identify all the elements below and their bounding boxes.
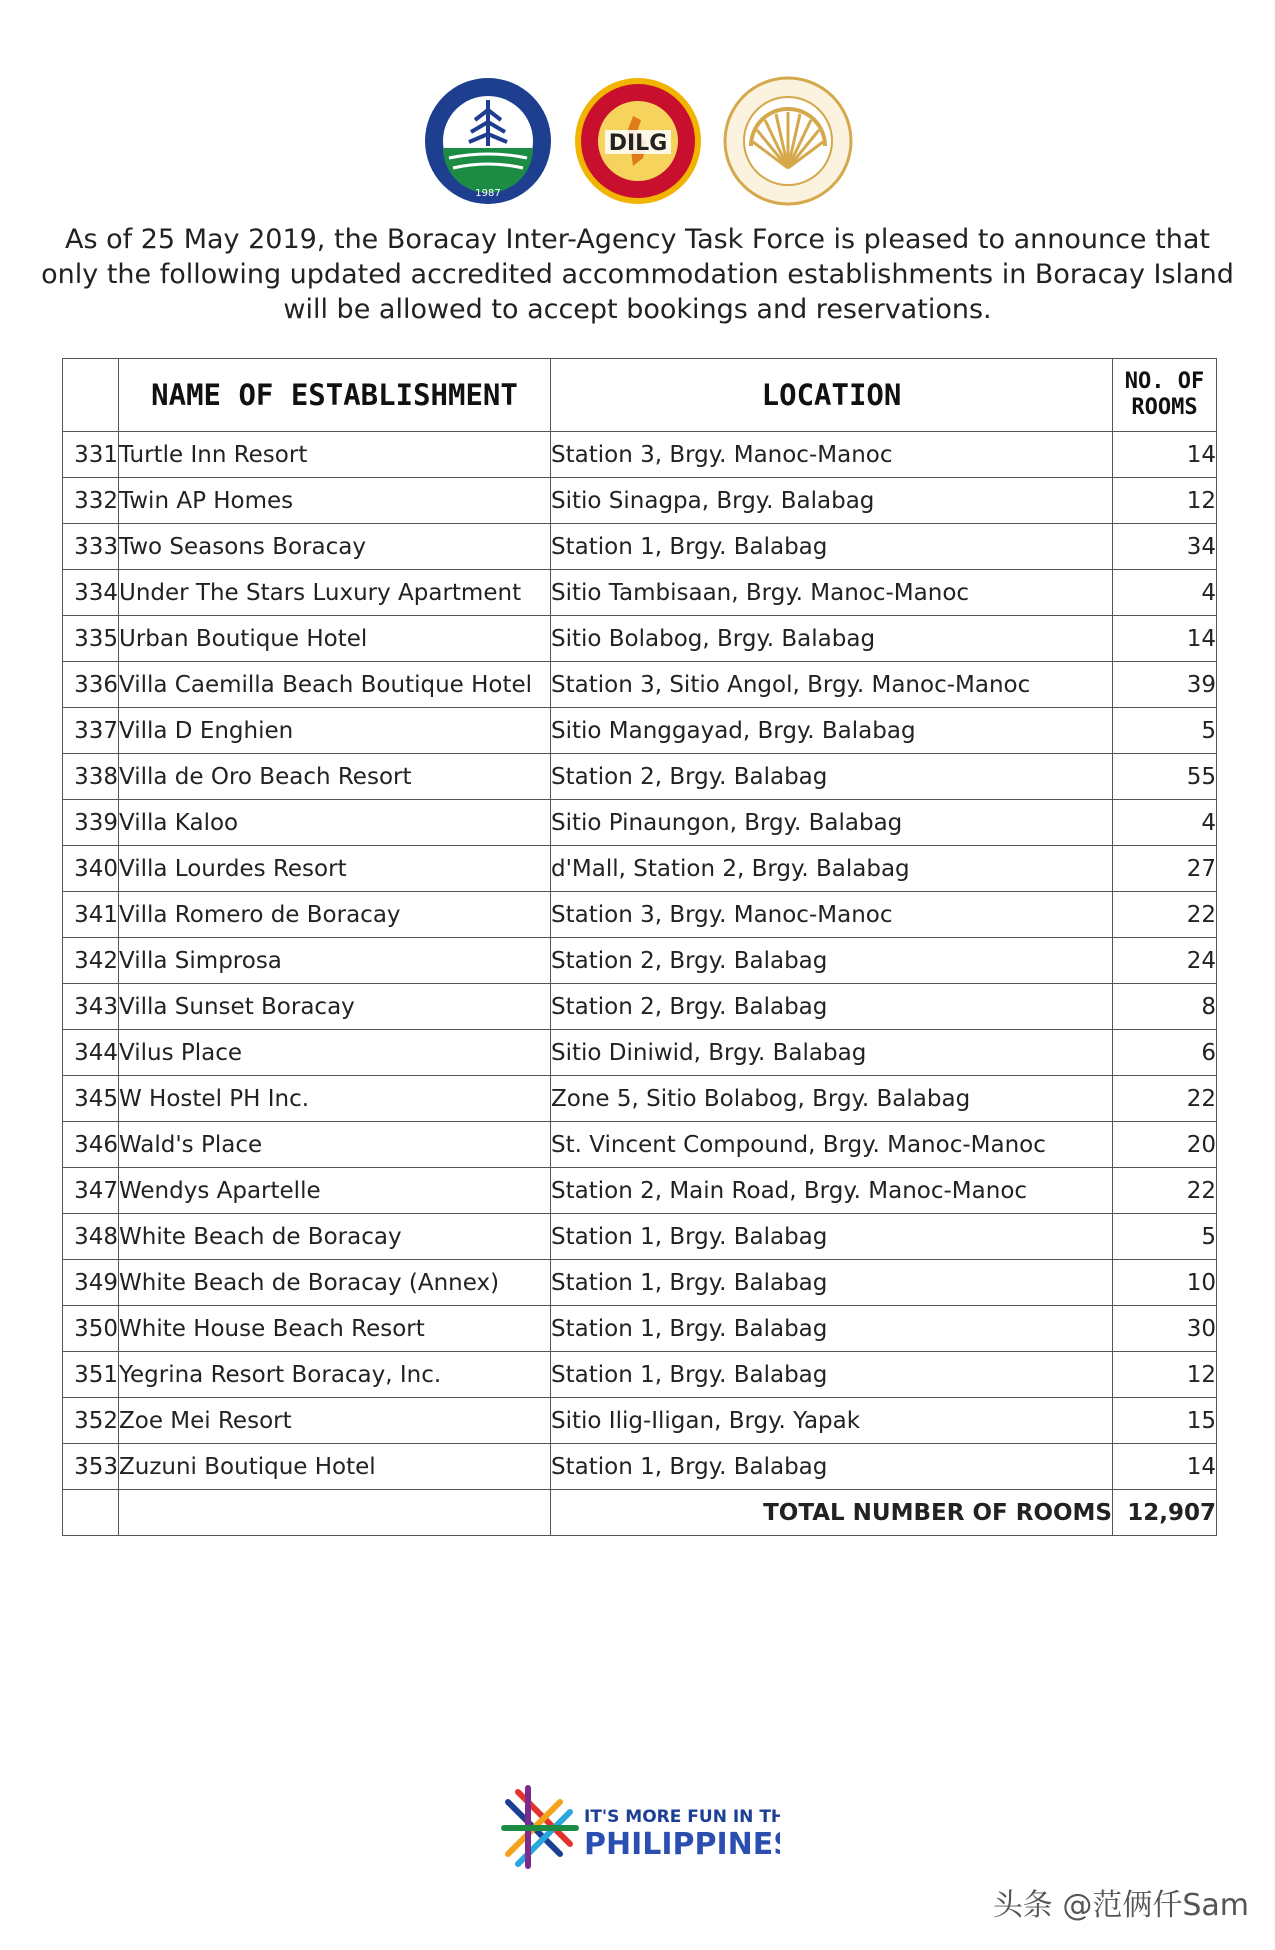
establishment-location: Zone 5, Sitio Bolabog, Brgy. Balabag [551,1076,1113,1122]
establishment-location: Sitio Bolabog, Brgy. Balabag [551,616,1113,662]
establishment-name: White House Beach Resort [119,1306,551,1352]
slogan-line2: PHILIPPINES [584,1827,780,1862]
room-count: 30 [1113,1306,1217,1352]
row-number: 338 [63,754,119,800]
establishment-location: Sitio Ilig-Iligan, Brgy. Yapak [551,1398,1113,1444]
room-count: 22 [1113,1168,1217,1214]
room-count: 34 [1113,524,1217,570]
header-rooms [1113,359,1217,432]
row-number: 347 [63,1168,119,1214]
announcement-text: As of 25 May 2019, the Boracay Inter-Agency Task Force is pleased to announce that only the following updated accredited accommodation establishments in Boracay Island will be allowed to accept bookings and reservations. [41,224,1234,325]
row-number: 341 [63,892,119,938]
establishment-location: Sitio Diniwid, Brgy. Balabag [551,1030,1113,1076]
establishment-name: Turtle Inn Resort [119,432,551,478]
establishment-location: Station 2, Brgy. Balabag [551,938,1113,984]
room-count: 14 [1113,616,1217,662]
room-count: 4 [1113,570,1217,616]
table-row [63,1260,1217,1306]
row-number: 348 [63,1214,119,1260]
establishment-location: Station 1, Brgy. Balabag [551,1214,1113,1260]
room-count: 27 [1113,846,1217,892]
establishment-location: Sitio Tambisaan, Brgy. Manoc-Manoc [551,570,1113,616]
watermark: 头条 @范俩仟Sam [992,1888,1249,1923]
header-name: NAME OF ESTABLISHMENT [119,359,551,432]
table-row [63,1122,1217,1168]
table-row [63,524,1217,570]
establishment-name: Villa Caemilla Beach Boutique Hotel [119,662,551,708]
establishment-name: White Beach de Boracay (Annex) [119,1260,551,1306]
establishment-name: Under The Stars Luxury Apartment [119,570,551,616]
row-number: 336 [63,662,119,708]
header-location: LOCATION [551,359,1113,432]
row-number: 333 [63,524,119,570]
room-count: 22 [1113,892,1217,938]
room-count: 5 [1113,708,1217,754]
table-header-row [63,359,1217,432]
dilg-logo [573,76,703,206]
establishment-location: Station 3, Brgy. Manoc-Manoc [551,892,1113,938]
room-count: 39 [1113,662,1217,708]
total-value: 12,907 [1113,1490,1217,1536]
establishment-name: Villa Kaloo [119,800,551,846]
table-row [63,1168,1217,1214]
table-row [63,984,1217,1030]
table-row [63,754,1217,800]
header-rooms-line1: NO. OF [1124,369,1205,394]
table-row [63,892,1217,938]
denr-year: 1987 [474,188,501,199]
room-count: 4 [1113,800,1217,846]
row-number: 345 [63,1076,119,1122]
room-count: 14 [1113,432,1217,478]
table-row [63,662,1217,708]
room-count: 22 [1113,1076,1217,1122]
establishment-location: Sitio Pinaungon, Brgy. Balabag [551,800,1113,846]
establishment-location: Station 3, Brgy. Manoc-Manoc [551,432,1113,478]
row-number: 343 [63,984,119,1030]
dot-logo [723,76,853,206]
agency-logos [0,76,1275,206]
establishment-name: Vilus Place [119,1030,551,1076]
room-count: 12 [1113,1352,1217,1398]
establishment-location: Station 1, Brgy. Balabag [551,1352,1113,1398]
row-number: 332 [63,478,119,524]
room-count: 55 [1113,754,1217,800]
table-row [63,1306,1217,1352]
table-row [63,478,1217,524]
establishment-name: Zuzuni Boutique Hotel [119,1444,551,1490]
table-row [63,570,1217,616]
table-row [63,1214,1217,1260]
table-row [63,1352,1217,1398]
table-row [63,708,1217,754]
header-rooms-line2: ROOMS [1131,395,1198,420]
row-number: 335 [63,616,119,662]
row-number: 340 [63,846,119,892]
establishment-name: Zoe Mei Resort [119,1398,551,1444]
establishment-location: Station 1, Brgy. Balabag [551,524,1113,570]
denr-logo [423,76,553,206]
row-number: 342 [63,938,119,984]
room-count: 12 [1113,478,1217,524]
row-number: 349 [63,1260,119,1306]
room-count: 14 [1113,1444,1217,1490]
establishment-name: Villa Simprosa [119,938,551,984]
room-count: 15 [1113,1398,1217,1444]
establishment-location: St. Vincent Compound, Brgy. Manoc-Manoc [551,1122,1113,1168]
room-count: 5 [1113,1214,1217,1260]
establishment-name: Twin AP Homes [119,478,551,524]
establishment-name: Wald's Place [119,1122,551,1168]
table-row [63,616,1217,662]
table-row [63,846,1217,892]
establishment-location: Sitio Manggayad, Brgy. Balabag [551,708,1113,754]
row-number: 346 [63,1122,119,1168]
establishment-location: Station 3, Sitio Angol, Brgy. Manoc-Manoc [551,662,1113,708]
establishment-location: Station 1, Brgy. Balabag [551,1306,1113,1352]
header-number [63,359,119,432]
table-row [63,1076,1217,1122]
slogan-line1: IT'S MORE FUN IN THE [584,1807,780,1827]
row-number: 339 [63,800,119,846]
room-count: 6 [1113,1030,1217,1076]
table-row [63,1398,1217,1444]
its-more-fun-logo [500,1782,780,1876]
establishment-name: Two Seasons Boracay [119,524,551,570]
total-row [63,1490,1217,1536]
total-label: TOTAL NUMBER OF ROOMS [551,1490,1113,1536]
row-number: 352 [63,1398,119,1444]
accommodation-table [62,358,1217,1536]
table-row [63,1444,1217,1490]
establishment-location: Station 1, Brgy. Balabag [551,1444,1113,1490]
row-number: 350 [63,1306,119,1352]
establishment-location: d'Mall, Station 2, Brgy. Balabag [551,846,1113,892]
establishment-location: Station 2, Brgy. Balabag [551,754,1113,800]
row-number: 344 [63,1030,119,1076]
table-row [63,432,1217,478]
room-count: 8 [1113,984,1217,1030]
row-number: 337 [63,708,119,754]
establishment-name: Yegrina Resort Boracay, Inc. [119,1352,551,1398]
row-number: 331 [63,432,119,478]
row-number: 351 [63,1352,119,1398]
establishment-name: Urban Boutique Hotel [119,616,551,662]
dilg-label: DILG [608,131,667,156]
room-count: 24 [1113,938,1217,984]
row-number: 353 [63,1444,119,1490]
table-row [63,800,1217,846]
establishment-location: Station 2, Brgy. Balabag [551,984,1113,1030]
establishment-name: Villa Romero de Boracay [119,892,551,938]
establishment-location: Sitio Sinagpa, Brgy. Balabag [551,478,1113,524]
establishment-location: Station 2, Main Road, Brgy. Manoc-Manoc [551,1168,1113,1214]
room-count: 20 [1113,1122,1217,1168]
establishment-name: W Hostel PH Inc. [119,1076,551,1122]
establishment-name: Villa Lourdes Resort [119,846,551,892]
establishment-name: Villa Sunset Boracay [119,984,551,1030]
establishment-name: Villa de Oro Beach Resort [119,754,551,800]
row-number: 334 [63,570,119,616]
table-body [63,432,1217,1490]
establishment-name: Villa D Enghien [119,708,551,754]
table-row [63,938,1217,984]
table-row [63,1030,1217,1076]
establishment-location: Station 1, Brgy. Balabag [551,1260,1113,1306]
establishment-name: White Beach de Boracay [119,1214,551,1260]
establishment-name: Wendys Apartelle [119,1168,551,1214]
room-count: 10 [1113,1260,1217,1306]
